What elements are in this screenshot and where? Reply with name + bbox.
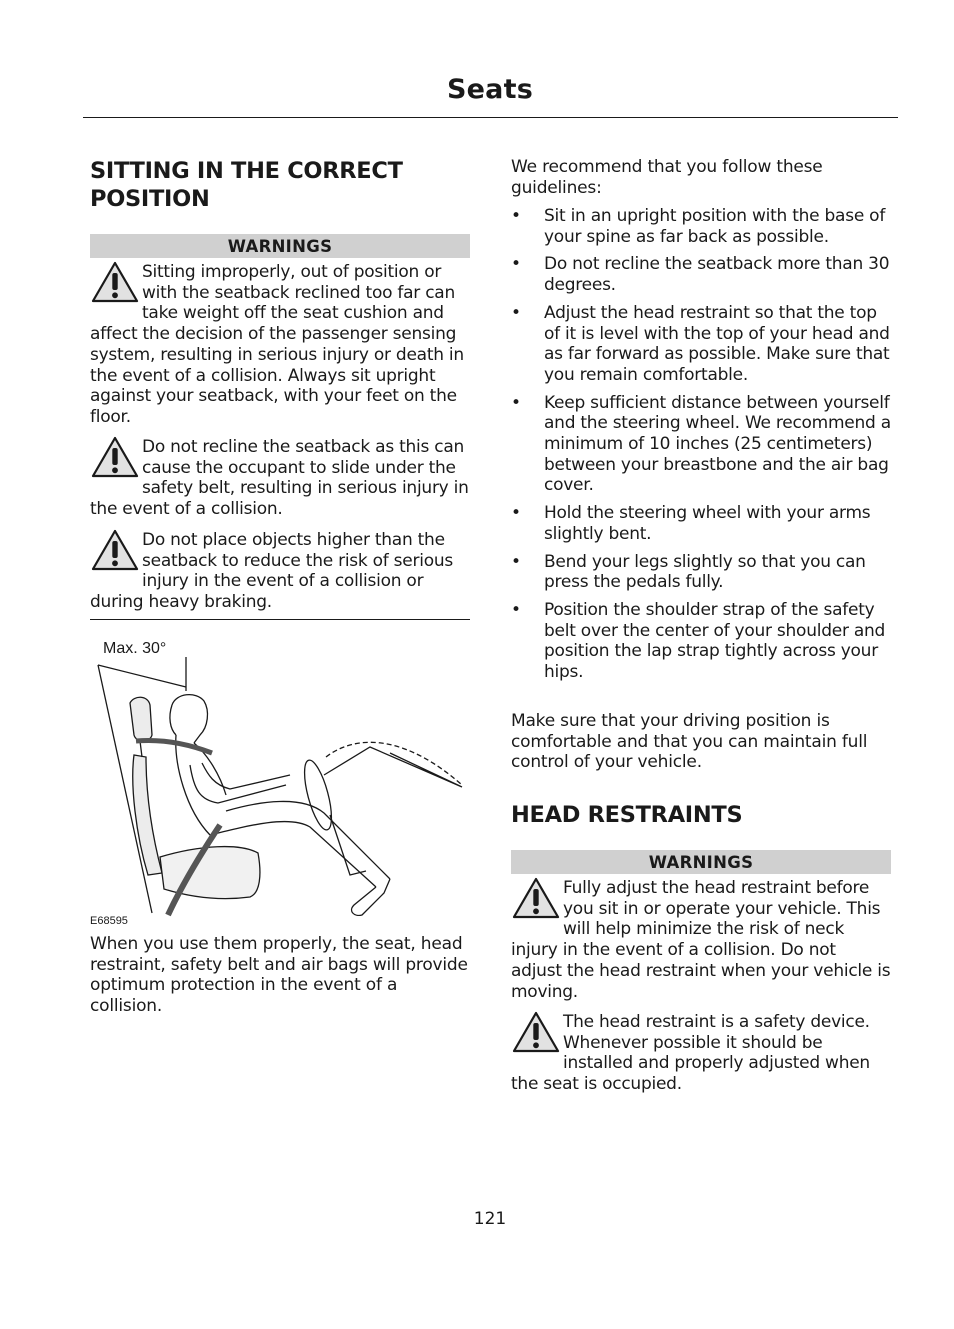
bullet-icon: • [511, 254, 521, 275]
warning-triangle-icon [90, 435, 140, 479]
section-heading-head-restraints: HEAD RESTRAINTS [511, 802, 743, 828]
warning-item [90, 437, 470, 520]
angle-label: Max. 30° [103, 640, 167, 657]
warning-item [511, 878, 891, 1002]
driver-seat-diagram [90, 635, 470, 930]
protection-paragraph: When you use them properly, the seat, head restraint, safety belt and air bags will provide optimum protection in the event of a collision. [90, 934, 468, 1017]
warning-text: Do not place objects higher than the seatback to reduce the risk of serious injury in the event of a collision or during heavy braking. [90, 530, 453, 613]
list-item: • Bend your legs slightly so that you can press the pedals fully. [511, 551, 866, 593]
bullet-icon: • [511, 551, 521, 572]
seating-position-illustration [90, 635, 470, 930]
warning-text: Sitting improperly, out of position or with the seatback reclined too far can take weight off the seat cushion and affect the decision of the passenger sensing system, resulting in serious injury or death in the event of a collision. Always sit upright against your seatback, with your feet on the floor. [90, 262, 464, 427]
warning-triangle-icon [511, 876, 561, 920]
guidelines-list [511, 206, 891, 690]
bullet-icon: • [511, 599, 521, 620]
warning-text: Fully adjust the head restraint before you sit in or operate your vehicle. This will help minimize the risk of neck injury in the event of a collision. Do not adjust the head restraint when your vehicle is moving. [511, 878, 891, 1002]
bullet-icon: • [511, 392, 521, 413]
warnings-header: WARNINGS [90, 234, 470, 258]
warning-item [511, 1012, 891, 1095]
bullet-icon: • [511, 302, 521, 323]
figure-code: E68595 [90, 915, 128, 927]
section-heading-correct-position: SITTING IN THE CORRECT POSITION [90, 158, 403, 212]
list-item: • Position the shoulder strap of the safety belt over the center of your shoulder and position the lap strap tightly across your hips. [511, 599, 886, 683]
warning-triangle-icon [90, 528, 140, 572]
bullet-icon: • [511, 206, 521, 226]
warnings-end-divider [90, 619, 470, 620]
list-item: • Sit in an upright position with the base of your spine as far back as possible. [511, 206, 886, 247]
warning-text: The head restraint is a safety device. Whenever possible it should be installed and properly adjusted when the seat is occupied. [511, 1012, 870, 1095]
warning-triangle-icon [511, 1010, 561, 1054]
list-item: • Do not recline the seatback more than 30 degrees. [511, 254, 890, 296]
list-item: • Adjust the head restraint so that the top of it is level with the top of your head and as far forward as possible. Make sure that you remain comfortable. [511, 302, 890, 385]
closing-paragraph: Make sure that your driving position is comfortable and that you can maintain full control of your vehicle. [511, 711, 868, 773]
page-number: 121 [473, 1209, 507, 1229]
list-item: • Keep sufficient distance between yourself and the steering wheel. We recommend a minimum of 10 inches (25 centimeters) between your breastbone and the air bag cover. [511, 392, 891, 496]
bullet-icon: • [511, 503, 521, 524]
warning-triangle-icon [90, 260, 140, 304]
warnings-header: WARNINGS [511, 850, 891, 874]
guidelines-intro: We recommend that you follow these guidelines: [511, 157, 823, 198]
list-item: • Hold the steering wheel with your arms slightly bent. [511, 503, 871, 544]
warning-item [90, 262, 470, 428]
title-divider [83, 117, 898, 118]
warning-item [90, 530, 470, 613]
chapter-title: Seats [447, 74, 533, 105]
warning-text: Do not recline the seatback as this can cause the occupant to slide under the safety belt, resulting in serious injury in the event of a collision. [90, 437, 469, 520]
